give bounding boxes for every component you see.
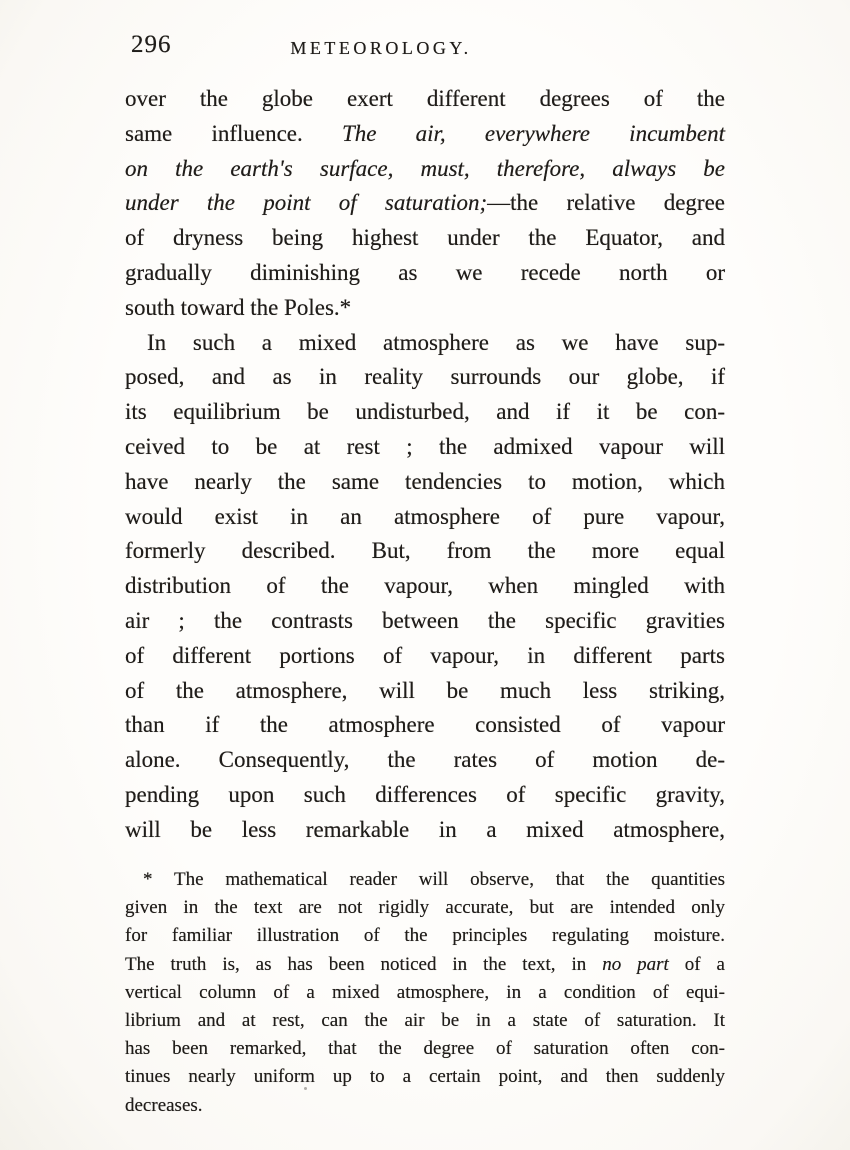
text-line xyxy=(125,82,725,117)
text-line xyxy=(125,743,725,778)
text-segment: decreases. xyxy=(125,1094,203,1116)
running-title: METEOROLOGY. xyxy=(290,38,472,58)
text-segment: same influence. xyxy=(125,120,342,146)
italic-text-segment: on the earth's surface, must, therefore, always be xyxy=(125,155,725,181)
text-line xyxy=(125,979,725,1007)
text-line xyxy=(125,500,725,535)
text-segment: of the atmosphere, will be much less striking, xyxy=(125,677,725,703)
italic-text-segment: under the point of saturation; xyxy=(125,190,488,216)
text-segment: gradually diminishing as we recede north or xyxy=(125,259,725,285)
paragraph xyxy=(125,82,725,326)
text-line xyxy=(125,604,725,639)
text-segment: of a xyxy=(668,953,725,975)
text-segment: would exist in an atmosphere of pure vapour, xyxy=(125,503,725,529)
text-segment: has been remarked, that the degree of saturation often con- xyxy=(125,1038,725,1060)
text-line xyxy=(125,360,725,395)
text-segment: In such a mixed atmosphere as we have sup- xyxy=(147,329,725,355)
text-segment: of dryness being highest under the Equator, and xyxy=(125,225,725,251)
body-text xyxy=(125,82,725,848)
text-line xyxy=(125,866,725,894)
text-segment: its equilibrium be undisturbed, and if it be con- xyxy=(125,399,725,425)
text-segment: tinues nearly uniform up to a certain point, and then suddenly xyxy=(125,1066,725,1088)
text-line xyxy=(125,326,725,361)
text-line xyxy=(125,395,725,430)
text-segment: librium and at rest, can the air be in a state of saturation. It xyxy=(125,1010,725,1032)
text-line xyxy=(125,778,725,813)
text-segment: than if the atmosphere consisted of vapour xyxy=(125,712,725,738)
text-segment: will be less remarkable in a mixed atmosphere, xyxy=(125,816,725,842)
text-line xyxy=(125,708,725,743)
text-line xyxy=(125,639,725,674)
text-segment: distribution of the vapour, when mingled with xyxy=(125,573,725,599)
text-segment: have nearly the same tendencies to motion, which xyxy=(125,468,725,494)
text-line xyxy=(125,1035,725,1063)
text-segment: alone. Consequently, the rates of motion de- xyxy=(125,747,725,773)
text-line xyxy=(125,430,725,465)
text-line xyxy=(125,117,725,152)
text-segment: air ; the contrasts between the specific gravities xyxy=(125,607,725,633)
text-segment: —the relative degree xyxy=(487,190,725,216)
text-segment: over the globe exert different degrees of the xyxy=(125,86,725,111)
scan-artifact-dot xyxy=(304,1087,307,1090)
text-line xyxy=(125,951,725,979)
text-segment: formerly described. But, from the more equal xyxy=(125,538,725,564)
paragraph xyxy=(125,326,725,848)
text-line xyxy=(125,291,725,326)
text-segment: pending upon such differences of specific gravity, xyxy=(125,781,725,807)
text-line xyxy=(125,186,725,221)
text-line xyxy=(125,221,725,256)
text-line xyxy=(125,813,725,848)
text-line xyxy=(125,534,725,569)
text-segment: of different portions of vapour, in different parts xyxy=(125,642,725,668)
text-segment: vertical column of a mixed atmosphere, in a condition of equi- xyxy=(125,981,725,1003)
page-number: 296 xyxy=(131,31,172,58)
footnote xyxy=(125,866,725,1120)
text-line xyxy=(125,256,725,291)
text-segment: The truth is, as has been noticed in the text, in xyxy=(125,953,603,975)
text-line xyxy=(125,569,725,604)
text-line xyxy=(125,465,725,500)
text-line xyxy=(125,1063,725,1091)
italic-text-segment: no part xyxy=(602,953,669,975)
text-line xyxy=(125,922,725,950)
text-line xyxy=(125,1092,725,1120)
text-segment: given in the text are not rigidly accurate, but are intended only xyxy=(125,897,725,919)
text-line xyxy=(125,894,725,922)
text-segment: * The mathematical reader will observe, that the quantities xyxy=(143,869,725,890)
italic-text-segment: The air, everywhere incumbent xyxy=(341,120,725,146)
text-segment: south toward the Poles.* xyxy=(125,294,352,320)
text-line xyxy=(125,152,725,187)
text-segment: for familiar illustration of the principles regulating moisture. xyxy=(125,925,725,947)
text-segment: posed, and as in reality surrounds our globe, if xyxy=(125,364,725,390)
text-line xyxy=(125,674,725,709)
text-segment: ceived to be at rest ; the admixed vapour will xyxy=(125,433,725,459)
text-line xyxy=(125,1007,725,1035)
